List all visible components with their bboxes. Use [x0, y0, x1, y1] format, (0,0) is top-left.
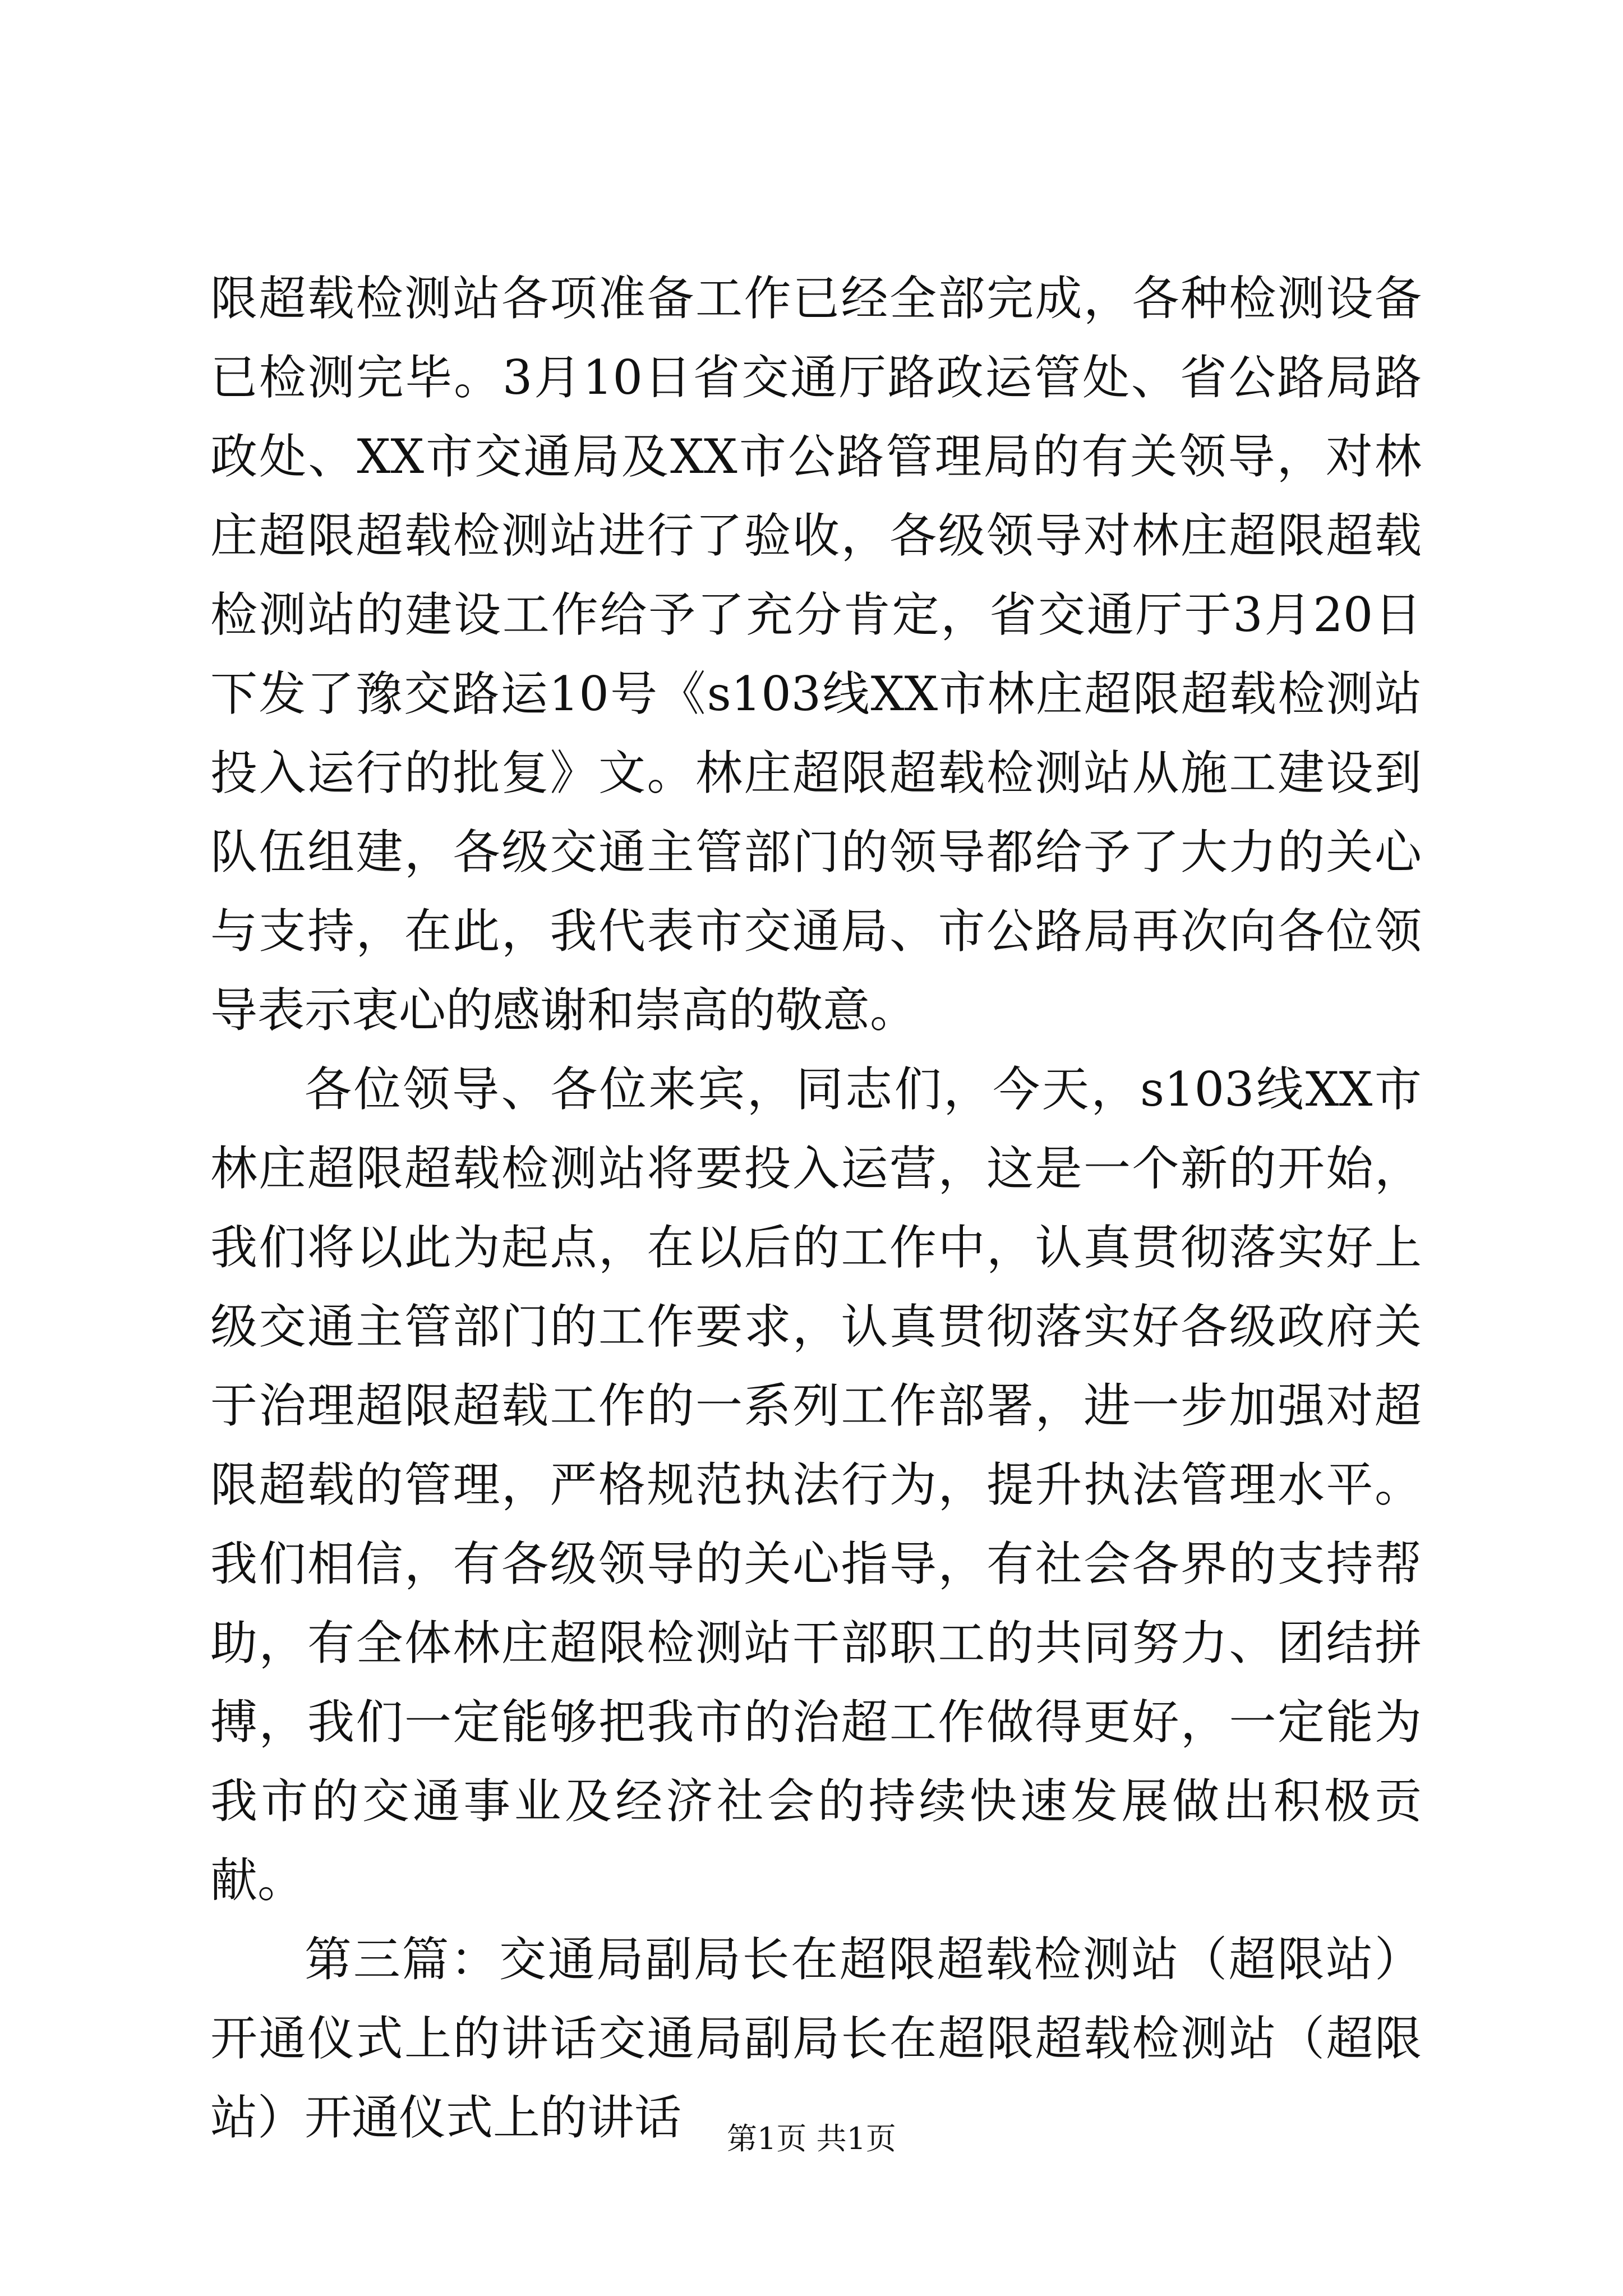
paragraph-continued: 限超载检测站各项准备工作已经全部完成，各种检测设备已检测完毕。3月10日省交通厅路政运管处、省公路局路政处、XX市交通局及XX市公路管理局的有关领导，对林庄超限超载检测站进行了验收，各级领导对林庄超限超载检测站的建设工作给予了充分肯定，省交通厅于3月20日下发了豫交路运10号《s103线XX市林庄超限超载检测站投入运行的批复》文。林庄超限超载检测站从施工建设到队伍组建，各级交通主管部门的领导都给予了大力的关心与支持，在此，我代表市交通局、市公路局再次向各位领导表示衷心的感谢和崇高的敬意。	[210, 271, 1422, 1038]
document-body	[210, 259, 1422, 2157]
paragraph-section-title: 第三篇：交通局副局长在超限超载检测站（超限站）开通仪式上的讲话交通局副局长在超限超载检测站（超限站）开通仪式上的讲话	[210, 1932, 1422, 2145]
page-footer: 第1页 共1页	[727, 2121, 896, 2156]
paragraph-welcome: 各位领导、各位来宾，同志们，今天，s103线XX市林庄超限超载检测站将要投入运营，这是一个新的开始，我们将以此为起点，在以后的工作中，认真贯彻落实好上级交通主管部门的工作要求，认真贯彻落实好各级政府关于治理超限超载工作的一系列工作部署，进一步加强对超限超载的管理，严格规范执法行为，提升执法管理水平。我们相信，有各级领导的关心指导，有社会各界的支持帮助，有全体林庄超限检测站干部职工的共同努力、团结拼搏，我们一定能够把我市的治超工作做得更好，一定能为我市的交通事业及经济社会的持续快速发展做出积极贡献。	[210, 1062, 1422, 1908]
